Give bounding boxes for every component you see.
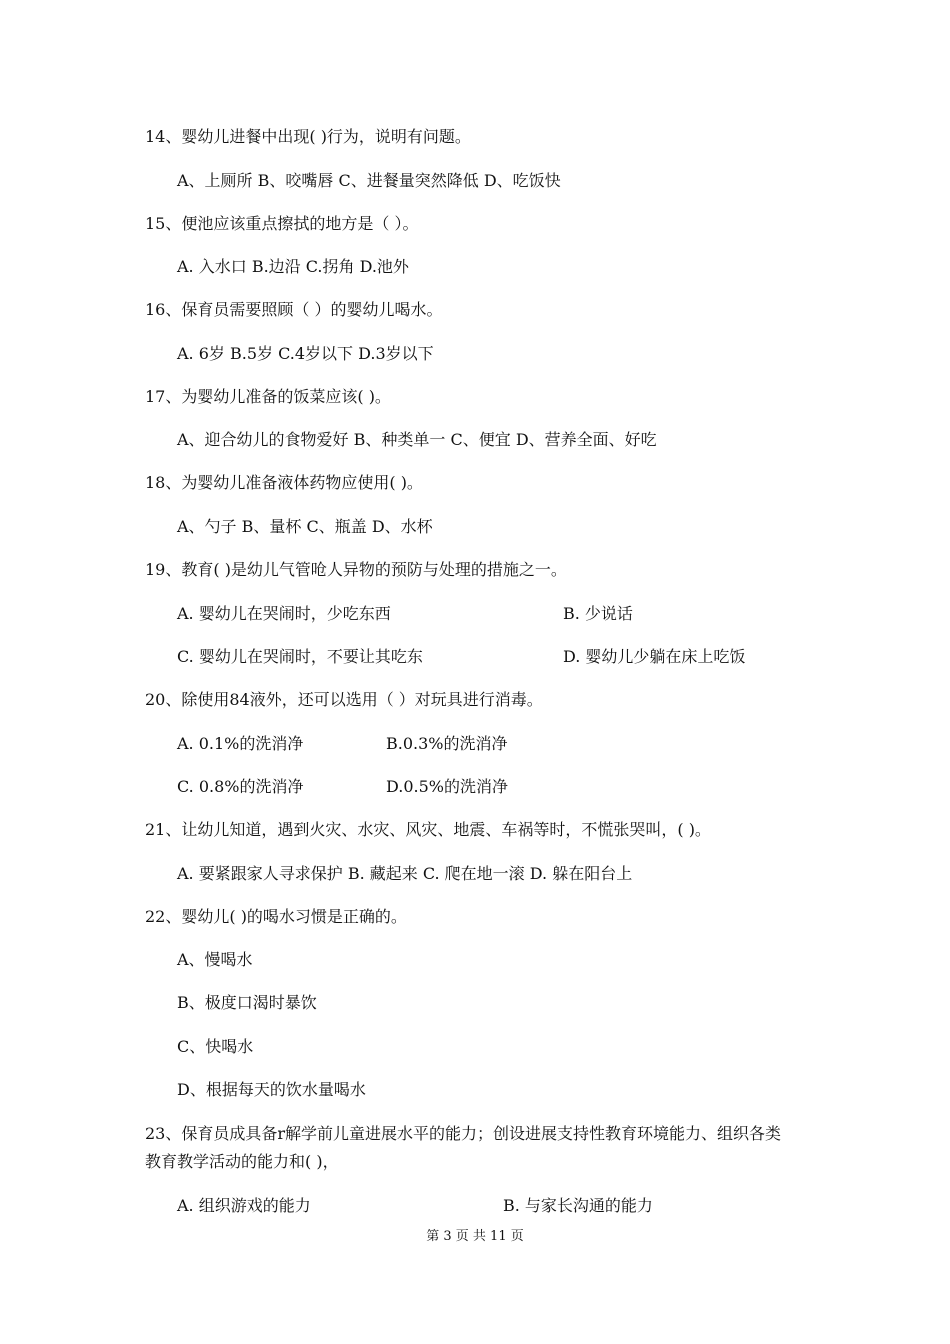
question-19-option-d: D. 婴幼儿少躺在床上吃饭	[563, 647, 746, 666]
question-23-stem-line-1: 23、保育员成具备r解学前儿童进展水平的能力；创设进展支持性教育环境能力、组织各类	[145, 1124, 782, 1143]
question-21-stem: 21、让幼儿知道，遇到火灾、水灾、风灾、地震、车祸等时，不慌张哭叫，( )。	[145, 820, 711, 839]
question-20-option-a: A. 0.1%的洗消净	[177, 734, 304, 753]
question-19-stem: 19、教育( )是幼儿气管呛人异物的预防与处理的措施之一。	[145, 560, 567, 579]
page-footer: 第 3 页 共 11 页	[426, 1229, 524, 1244]
question-19-option-c: C. 婴幼儿在哭闹时，不要让其吃东	[177, 647, 423, 666]
question-23-stem-line-2: 教育教学活动的能力和( )，	[145, 1152, 339, 1171]
question-20-option-b: B.0.3%的洗消净	[386, 734, 508, 753]
question-19-option-a: A. 婴幼儿在哭闹时，少吃东西	[177, 604, 391, 623]
question-22-option-b: B、极度口渴时暴饮	[177, 993, 317, 1012]
question-23-option-a: A. 组织游戏的能力	[177, 1196, 311, 1215]
question-23-option-b: B. 与家长沟通的能力	[503, 1196, 653, 1215]
question-21-options: A. 要紧跟家人寻求保护 B. 藏起来 C. 爬在地一滚 D. 躲在阳台上	[177, 864, 633, 883]
question-14-options: A、上厕所 B、咬嘴唇 C、进餐量突然降低 D、吃饭快	[177, 171, 561, 190]
question-19-option-b: B. 少说话	[563, 604, 633, 623]
question-18-stem: 18、为婴幼儿准备液体药物应使用( )。	[145, 473, 423, 492]
question-22-stem: 22、婴幼儿( )的喝水习惯是正确的。	[145, 907, 407, 926]
question-15-options: A. 入水口 B.边沿 C.拐角 D.池外	[177, 257, 409, 276]
question-22-option-c: C、快喝水	[177, 1037, 254, 1056]
question-20-option-d: D.0.5%的洗消净	[386, 777, 508, 796]
question-14-stem: 14、婴幼儿进餐中出现( )行为，说明有问题。	[145, 127, 471, 146]
question-17-options: A、迎合幼儿的食物爱好 B、种类单一 C、便宜 D、营养全面、好吃	[177, 430, 657, 449]
question-22-option-d: D、根据每天的饮水量喝水	[177, 1080, 366, 1099]
question-18-options: A、勺子 B、量杯 C、瓶盖 D、水杯	[177, 517, 433, 536]
question-17-stem: 17、为婴幼儿准备的饭菜应该( )。	[145, 387, 391, 406]
question-16-options: A. 6岁 B.5岁 C.4岁以下 D.3岁以下	[177, 344, 434, 363]
question-22-option-a: A、慢喝水	[177, 950, 253, 969]
question-15-stem: 15、便池应该重点擦拭的地方是（ ）。	[145, 214, 419, 233]
question-20-option-c: C. 0.8%的洗消净	[177, 777, 304, 796]
question-16-stem: 16、保育员需要照顾（ ）的婴幼儿喝水。	[145, 300, 443, 319]
question-20-stem: 20、除使用84液外，还可以选用（ ）对玩具进行消毒。	[145, 690, 543, 709]
